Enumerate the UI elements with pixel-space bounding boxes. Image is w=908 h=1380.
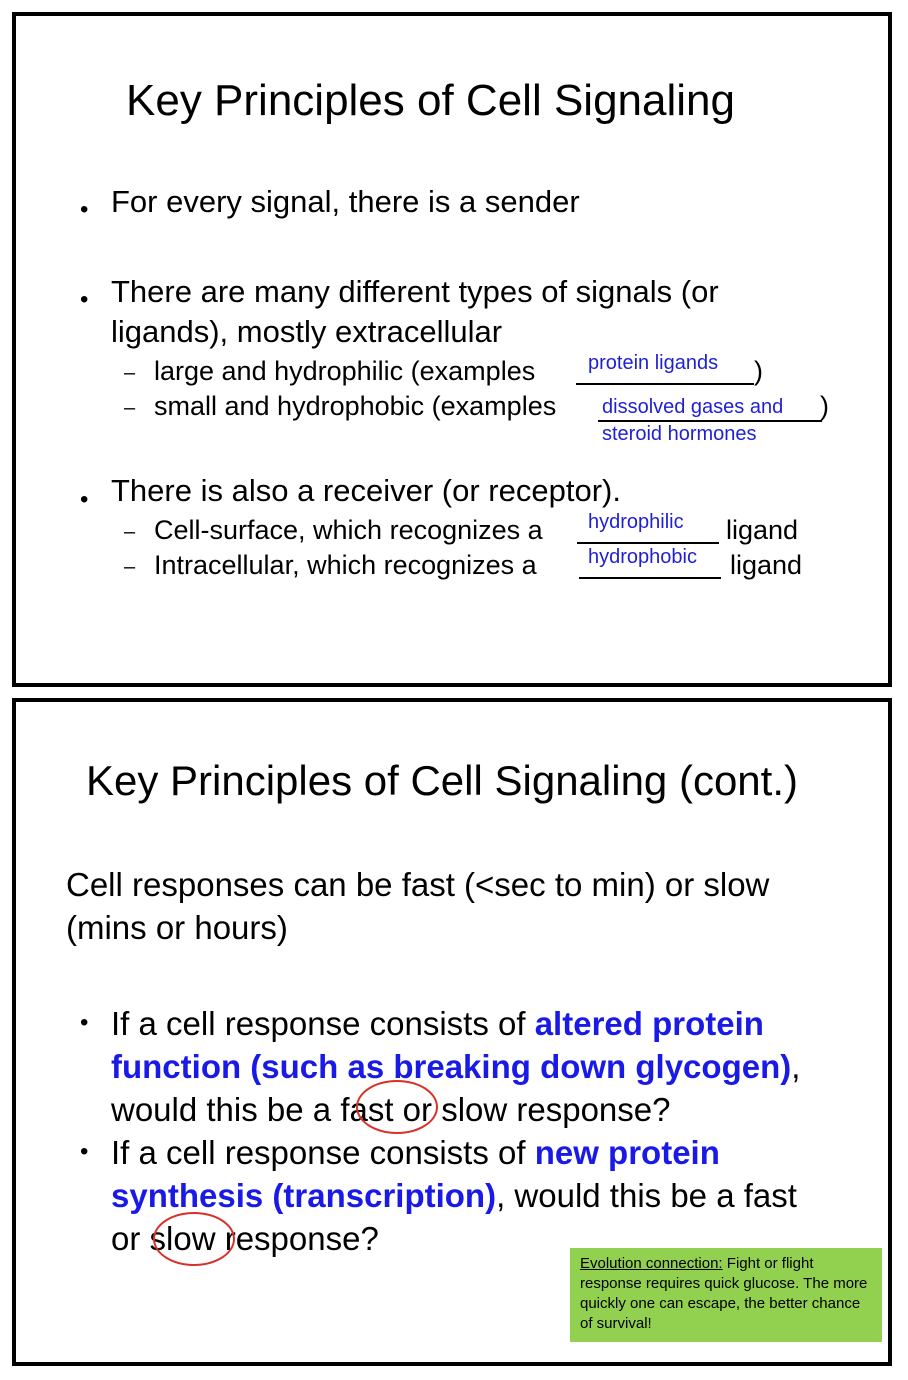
paren-close: ) <box>754 356 763 386</box>
intro-line2: (mins or hours) <box>66 909 288 946</box>
answer-fast: fast <box>340 1091 394 1128</box>
sub-dash: – <box>124 521 136 543</box>
question-1-emphasis-2: function (such as breaking down glycogen) <box>111 1048 792 1085</box>
evolution-text: Fight or flight response requires quick glucose. The more quickly one can escape, the better chance of survival! <box>580 1255 868 1332</box>
question-2-line2 <box>111 1174 797 1217</box>
question-2-rest: , would this be a fast <box>496 1177 797 1214</box>
question-1-end: or slow response? <box>393 1091 671 1128</box>
question-1-line2 <box>111 1045 800 1088</box>
sub-dash: – <box>124 397 136 419</box>
circle-annotation-slow <box>153 1212 235 1266</box>
question-1-comma: , <box>791 1048 801 1085</box>
question-2-prompt: or <box>111 1220 150 1257</box>
slide-2-title: Key Principles of Cell Signaling (cont.) <box>86 757 798 804</box>
question-2-text: If a cell response consists of <box>111 1134 535 1171</box>
bullet-dot: • <box>80 286 89 313</box>
paren-close: ) <box>820 391 829 421</box>
slide-1-title: Key Principles of Cell Signaling <box>126 76 735 125</box>
sub-cell-surface: Cell-surface, which recognizes a <box>154 515 543 545</box>
sub-small-hydrophobic: small and hydrophobic (examples <box>154 391 557 421</box>
answer-gases-line2: steroid hormones <box>602 423 757 445</box>
sub-dash: – <box>124 362 136 384</box>
answer-hydrophobic: hydrophobic <box>588 546 697 568</box>
bullet-signal-types-line1: There are many different types of signals (or <box>111 274 719 309</box>
slide-1 <box>12 12 892 687</box>
question-1-emphasis: altered protein <box>534 1005 764 1042</box>
answer-blank <box>577 542 719 544</box>
bullet-dot: • <box>80 1138 89 1165</box>
answer-blank <box>598 420 822 422</box>
question-2-line1 <box>111 1131 720 1174</box>
bullet-dot: • <box>80 196 89 223</box>
question-2-end: response? <box>215 1220 379 1257</box>
answer-protein-ligands: protein ligands <box>588 352 719 374</box>
question-2-emphasis-2: synthesis (transcription) <box>111 1177 497 1214</box>
sub-dash: – <box>124 556 136 578</box>
slide-2 <box>12 698 892 1366</box>
answer-gases-line1: dissolved gases and <box>602 396 784 418</box>
question-1-prompt: would this be a <box>111 1091 341 1128</box>
circle-annotation-fast <box>356 1080 438 1134</box>
bullet-sender: For every signal, there is a sender <box>111 184 580 219</box>
ligand-word: ligand <box>730 550 803 580</box>
sub-large-hydrophilic: large and hydrophilic (examples <box>154 356 536 386</box>
question-1-text: If a cell response consists of <box>111 1005 535 1042</box>
question-2-emphasis: new protein <box>534 1134 720 1171</box>
bullet-signal-types-line2: ligands), mostly extracellular <box>111 314 503 349</box>
question-1-line1 <box>111 1002 764 1045</box>
evolution-label: Evolution connection: <box>580 1255 723 1272</box>
question-2-line3 <box>111 1217 379 1260</box>
ligand-word: ligand <box>726 515 799 545</box>
intro-line1: Cell responses can be fast (<sec to min) or slow <box>66 866 770 903</box>
answer-slow: slow <box>149 1220 216 1257</box>
evolution-connection-callout <box>570 1248 882 1342</box>
sub-intracellular: Intracellular, which recognizes a <box>154 550 537 580</box>
bullet-receiver: There is also a receiver (or receptor). <box>111 473 621 508</box>
bullet-dot: • <box>80 486 89 513</box>
answer-blank <box>579 577 721 579</box>
bullet-dot: • <box>80 1009 89 1036</box>
answer-blank <box>576 383 754 385</box>
answer-hydrophilic: hydrophilic <box>588 511 684 533</box>
